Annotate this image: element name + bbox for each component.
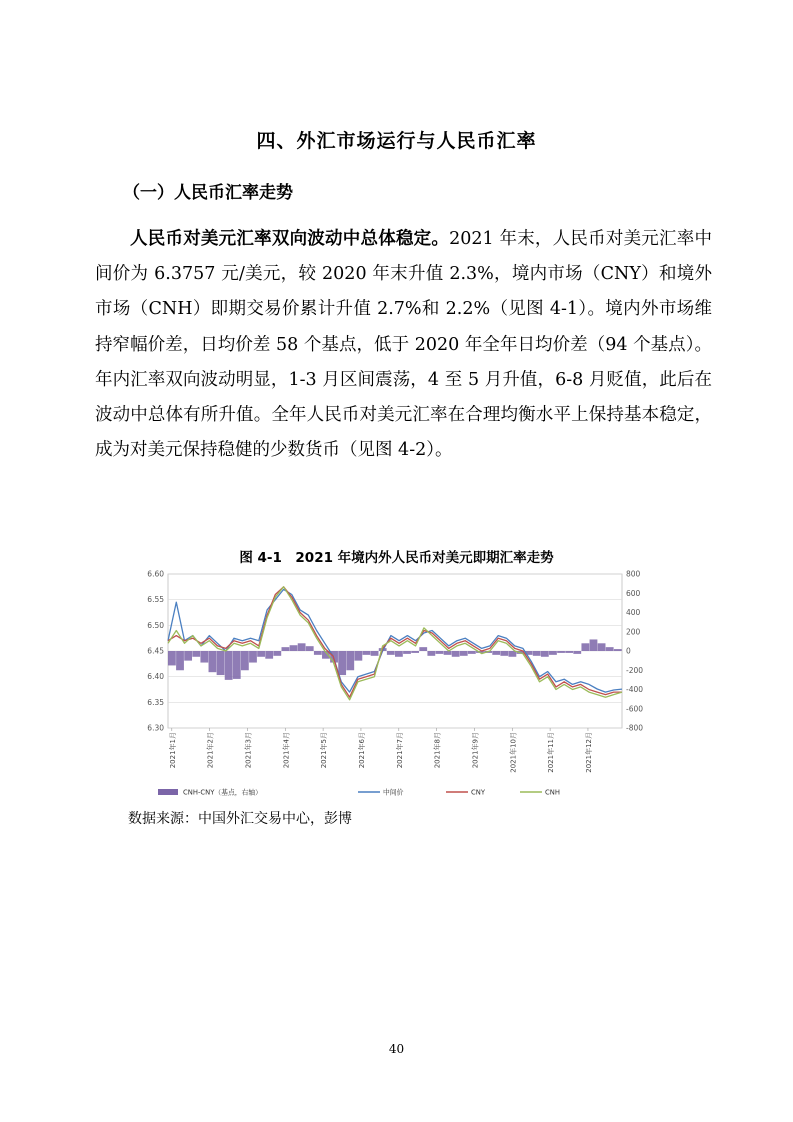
x-tick-label: 2021年11月 bbox=[547, 732, 556, 773]
y-tick-label: 6.35 bbox=[147, 697, 164, 707]
y2-tick-label: -400 bbox=[626, 685, 644, 694]
y2-tick-label: 200 bbox=[626, 627, 641, 637]
spread-bar bbox=[492, 651, 500, 655]
spread-bar bbox=[241, 651, 249, 670]
legend-label: CNH bbox=[545, 788, 560, 797]
data-source-note: 数据来源：中国外汇交易中心，彭博 bbox=[128, 811, 352, 827]
spread-bar bbox=[509, 651, 517, 657]
spread-bar bbox=[411, 651, 419, 653]
section-title: 四、外汇市场运行与人民币汇率 bbox=[256, 130, 537, 152]
y2-tick-label: 600 bbox=[626, 588, 641, 598]
y-tick-label: 6.30 bbox=[147, 723, 164, 733]
spread-bar bbox=[249, 651, 257, 663]
y-tick-label: 6.45 bbox=[147, 646, 164, 656]
spread-bar bbox=[176, 651, 184, 670]
page-number: 40 bbox=[388, 1042, 405, 1056]
spread-bar bbox=[306, 646, 314, 651]
spread-bar bbox=[387, 651, 395, 655]
x-tick-label: 2021年2月 bbox=[206, 732, 215, 769]
x-tick-label: 2021年8月 bbox=[433, 732, 442, 769]
spread-bar bbox=[290, 645, 298, 651]
spread-bar bbox=[168, 651, 176, 665]
legend-label: 中间价 bbox=[383, 788, 404, 797]
spread-bar bbox=[436, 651, 444, 654]
y2-tick-label: 0 bbox=[626, 646, 631, 656]
spread-bar bbox=[444, 651, 452, 655]
spread-bar bbox=[573, 651, 581, 654]
series-line-CNY bbox=[168, 587, 622, 697]
spread-bar bbox=[273, 651, 281, 656]
spread-bar bbox=[598, 643, 606, 651]
legend-swatch bbox=[158, 789, 178, 795]
spread-bar bbox=[346, 651, 354, 670]
spread-bar bbox=[338, 651, 346, 675]
x-tick-label: 2021年7月 bbox=[395, 732, 404, 769]
x-tick-label: 2021年3月 bbox=[244, 732, 253, 769]
legend-label: CNH-CNY（基点，右轴） bbox=[183, 788, 262, 797]
y-tick-label: 6.50 bbox=[147, 620, 164, 630]
spread-bar bbox=[257, 651, 265, 657]
spread-bar bbox=[363, 651, 371, 655]
y-tick-label: 6.60 bbox=[147, 569, 164, 579]
y2-tick-label: 400 bbox=[626, 608, 641, 617]
spread-bar bbox=[233, 651, 241, 679]
spread-bar bbox=[371, 651, 379, 656]
figure-title: 图 4-1 2021 年境内外人民币对美元即期汇率走势 bbox=[239, 550, 554, 566]
spread-bar bbox=[298, 643, 306, 651]
x-tick-label: 2021年9月 bbox=[471, 732, 480, 769]
spread-bar bbox=[217, 651, 225, 675]
spread-bar bbox=[314, 651, 322, 655]
spread-bar bbox=[209, 651, 217, 672]
paragraph-body: 2021 年末，人民币对美元汇率中间价为 6.3757 元/美元，较 2020 年末升值 2.3%，境内市场（CNY）和境外市场（CNH）即期交易价累计升值 2.7%和 2.2%（见图 4-1）。境内外市场维持窄幅价差，日均价差 58 个基点，低于 2020 年全年日均价差（94 个基点）。年内汇率双向波动明显，1-3 月区间震荡，4 至 5 月升值，6-8 月贬值，此后在波动中总体有所升值。全年人民币对美元汇率在合理均衡水平上保持基本稳定，成为对美元保持稳健的少数货币（见图 4-2）。 bbox=[95, 229, 712, 461]
spread-bar bbox=[427, 651, 435, 656]
y2-tick-label: -200 bbox=[626, 665, 644, 675]
spread-bar bbox=[452, 651, 460, 657]
spread-bar bbox=[460, 651, 468, 656]
x-tick-label: 2021年10月 bbox=[509, 732, 518, 773]
y-tick-label: 6.40 bbox=[147, 672, 164, 682]
spread-bar bbox=[354, 651, 362, 661]
spread-bar bbox=[265, 651, 273, 659]
spread-bar bbox=[557, 651, 565, 653]
spread-bar bbox=[468, 651, 476, 654]
spread-bar bbox=[200, 651, 208, 663]
body-paragraph bbox=[95, 222, 712, 468]
spread-bar bbox=[225, 651, 233, 680]
y-tick-label: 6.55 bbox=[147, 595, 164, 605]
spread-bar bbox=[500, 651, 508, 656]
spread-bar bbox=[403, 651, 411, 654]
legend-label: CNY bbox=[471, 788, 485, 797]
spread-bar bbox=[614, 649, 622, 651]
spread-bar bbox=[533, 651, 541, 656]
exchange-rate-chart bbox=[128, 566, 658, 804]
chart-svg bbox=[128, 566, 658, 804]
y2-tick-label: -800 bbox=[626, 723, 644, 733]
paragraph-lead: 人民币对美元汇率双向波动中总体稳定。 bbox=[130, 229, 450, 249]
x-tick-label: 2021年6月 bbox=[357, 732, 366, 769]
spread-bar bbox=[590, 639, 598, 651]
spread-bar bbox=[419, 647, 427, 651]
spread-bar bbox=[541, 651, 549, 657]
spread-bar bbox=[192, 651, 200, 657]
x-tick-label: 2021年4月 bbox=[282, 732, 291, 769]
y2-tick-label: -600 bbox=[626, 704, 644, 714]
spread-bar bbox=[581, 643, 589, 651]
spread-bar bbox=[549, 651, 557, 655]
x-tick-label: 2021年5月 bbox=[320, 732, 329, 769]
y2-tick-label: 800 bbox=[626, 569, 641, 579]
spread-bar bbox=[606, 647, 614, 651]
x-tick-label: 2021年1月 bbox=[168, 732, 177, 769]
subsection-title: （一）人民币汇率走势 bbox=[123, 183, 293, 203]
spread-bar bbox=[184, 651, 192, 661]
x-tick-label: 2021年12月 bbox=[584, 732, 593, 773]
spread-bar bbox=[565, 651, 573, 653]
spread-bar bbox=[395, 651, 403, 657]
spread-bar bbox=[282, 647, 290, 651]
